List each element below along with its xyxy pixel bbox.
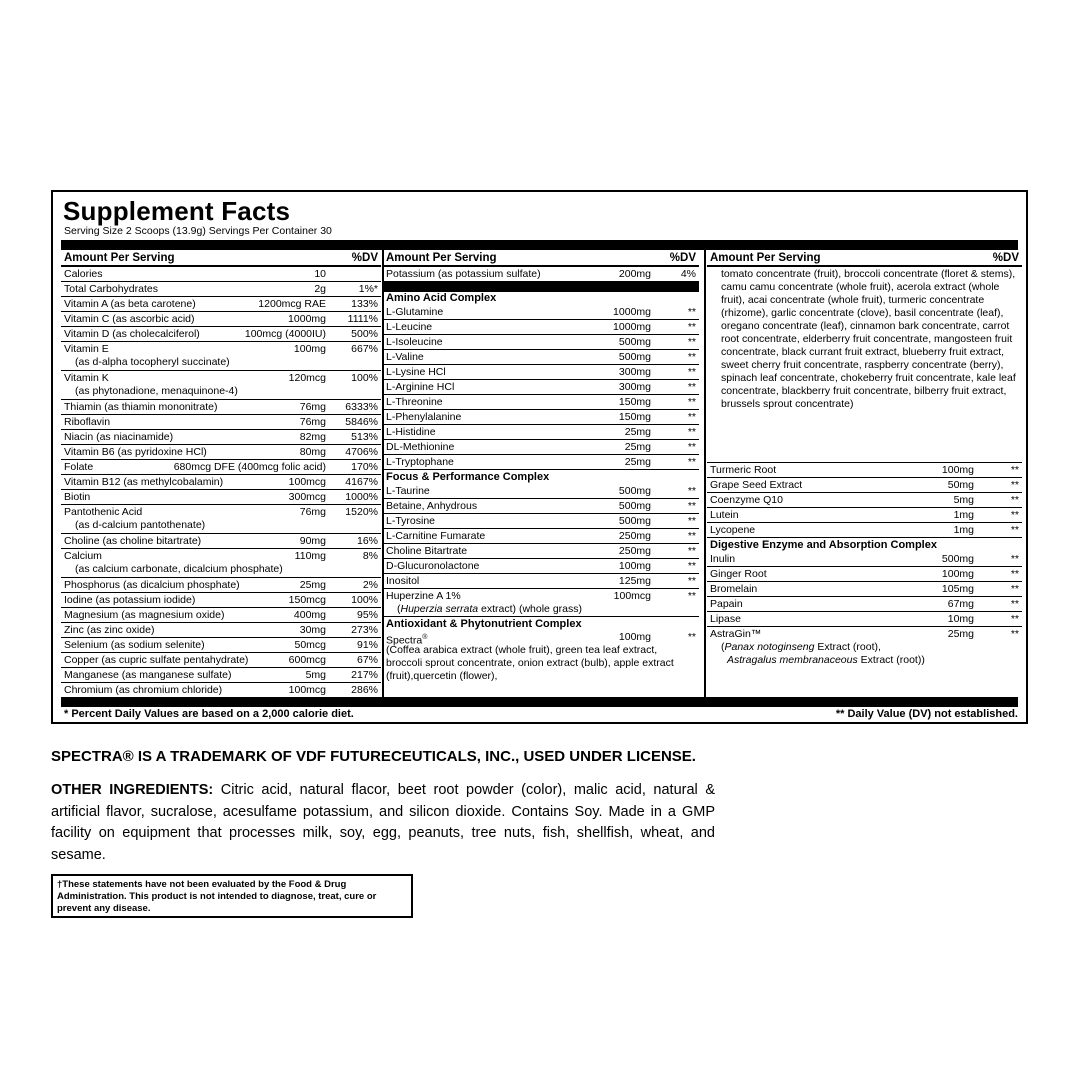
row-dv: ** xyxy=(687,500,696,512)
row-name: Choline Bitartrate xyxy=(386,545,468,557)
row-name: Vitamin E xyxy=(64,343,109,355)
row-amount: 10mg xyxy=(947,613,974,625)
row-amount: 500mg xyxy=(618,500,651,512)
row-name: L-Taurine xyxy=(386,485,430,497)
row-amount: 1200mcg RAE xyxy=(258,298,326,310)
digest-rows xyxy=(707,552,1022,627)
row-name: Vitamin D (as cholecalciferol) xyxy=(64,328,200,340)
row-dv: ** xyxy=(687,575,696,587)
row-amount: 25mg xyxy=(299,579,326,591)
row-name: Calcium xyxy=(64,550,102,562)
table-row xyxy=(383,440,699,455)
row-sub: (as phytonadione, menaquinone-4) xyxy=(75,385,238,397)
column-header xyxy=(707,250,1022,267)
row-amount: 100mcg xyxy=(288,476,326,488)
row-amount: 150mcg xyxy=(288,594,326,606)
section-title: Digestive Enzyme and Absorption Complex xyxy=(710,539,937,551)
row-amount: 1mg xyxy=(953,509,974,521)
table-row xyxy=(61,653,381,668)
row-name: Coenzyme Q10 xyxy=(710,494,783,506)
header-dv: %DV xyxy=(992,252,1019,264)
row-amount: 100mg xyxy=(941,464,974,476)
table-row xyxy=(61,297,381,312)
row-name: Niacin (as niacinamide) xyxy=(64,431,174,443)
row-name: Vitamin B12 (as methylcobalamin) xyxy=(64,476,224,488)
row-dv: 5846% xyxy=(345,416,378,428)
row-dv: ** xyxy=(687,485,696,497)
row-name: Riboflavin xyxy=(64,416,111,428)
row-name: L-Glutamine xyxy=(386,306,444,318)
extract-rows xyxy=(707,463,1022,538)
row-dv: ** xyxy=(687,351,696,363)
section-rule xyxy=(383,282,699,292)
row-amount: 120mcg xyxy=(288,372,326,384)
row-amount: 100mg xyxy=(618,560,651,572)
row-dv: 91% xyxy=(356,639,378,651)
row-dv: ** xyxy=(687,530,696,542)
row-sub: (as d-alpha tocopheryl succinate) xyxy=(75,356,230,368)
row-dv: ** xyxy=(687,411,696,423)
top-rule xyxy=(61,240,1018,250)
table-row xyxy=(61,534,381,549)
row-name: Ginger Root xyxy=(710,568,767,580)
row-name: Inulin xyxy=(710,553,736,565)
row-dv: ** xyxy=(1010,568,1019,580)
row-amount: 250mg xyxy=(618,530,651,542)
table-row xyxy=(61,475,381,490)
supplement-facts-panel xyxy=(51,190,1028,724)
table-row xyxy=(383,499,699,514)
row-name: Pantothenic Acid xyxy=(64,506,143,518)
row-amount: 600mcg xyxy=(288,654,326,666)
table-row xyxy=(383,559,699,574)
focus-rows xyxy=(383,484,699,589)
blend-continued: tomato concentrate (fruit), broccoli concentrate (floret & stems), camu camu concentrate (whole fruit), acerola extract (whole fruit), acai concentrate (whole fruit), turmeric concentrate (rhizome), garlic concentrate (clove), basil concentrate (leaf), oregano concentrate (leaf), cinnamon bark concentrate, carrot root concentrate, elderberry fruit concentrate, mangosteen fruit concentrate, black currant fruit extract, blueberry fruit extract, sweet cherry fruit concentrate, raspberry concentrate (berry), spinach leaf concentrate, chokeberry fruit concentrate, kale leaf concentrate, blackberry fruit concentrate, bilberry fruit extract, brussels sprout concentrate) xyxy=(707,267,1022,463)
row-amount: 25mg xyxy=(624,441,651,453)
table-row xyxy=(61,371,381,400)
table-row xyxy=(61,490,381,505)
row-amount: 67mg xyxy=(947,598,974,610)
row-dv: ** xyxy=(687,381,696,393)
table-row xyxy=(383,395,699,410)
row-dv: 286% xyxy=(351,684,378,696)
row-dv: ** xyxy=(687,426,696,438)
row-name: Lipase xyxy=(710,613,741,625)
row-dv: ** xyxy=(1010,583,1019,595)
row-name: Manganese (as manganese sulfate) xyxy=(64,669,232,681)
table-row xyxy=(61,267,381,282)
row-amount: 76mg xyxy=(299,506,326,518)
table-row xyxy=(707,508,1022,523)
table-row xyxy=(61,683,381,698)
table-row xyxy=(707,582,1022,597)
table-row xyxy=(383,514,699,529)
table-row xyxy=(707,567,1022,582)
header-amount: Amount Per Serving xyxy=(710,252,821,264)
row-amount: 500mg xyxy=(618,351,651,363)
row-amount: 300mcg xyxy=(288,491,326,503)
row-name: Selenium (as sodium selenite) xyxy=(64,639,205,651)
row-name: Lycopene xyxy=(710,524,756,536)
row-amount: 300mg xyxy=(618,366,651,378)
row-amount: 25mg xyxy=(624,456,651,468)
row-name: L-Phenylalanine xyxy=(386,411,462,423)
table-row xyxy=(61,445,381,460)
table-row xyxy=(383,365,699,380)
serving-info: Serving Size 2 Scoops (13.9g) Servings Per Container 30 xyxy=(64,225,332,237)
row-dv: 67% xyxy=(356,654,378,666)
row-name: Vitamin B6 (as pyridoxine HCl) xyxy=(64,446,207,458)
row-amount: 76mg xyxy=(299,401,326,413)
table-row xyxy=(61,460,381,475)
row-dv: 95% xyxy=(356,609,378,621)
row-name: L-Leucine xyxy=(386,321,433,333)
row-name: Calories xyxy=(64,268,103,280)
row-dv: 1%* xyxy=(358,283,378,295)
bottom-rule xyxy=(61,697,1018,707)
header-amount: Amount Per Serving xyxy=(386,252,497,264)
row-name: Phosphorus (as dicalcium phosphate) xyxy=(64,579,240,591)
table-row: AstraGin™ 25mg ** (Panax notoginseng Extract (root), Astragalus membranaceous Extract (root)) xyxy=(710,628,1019,666)
row-name: Vitamin K xyxy=(64,372,109,384)
table-row xyxy=(383,425,699,440)
row-dv: 8% xyxy=(362,550,378,562)
trademark-notice: SPECTRA® IS A TRADEMARK OF VDF FUTURECEUTICALS, INC., USED UNDER LICENSE. xyxy=(51,748,696,765)
row-amount: 150mg xyxy=(618,411,651,423)
row-name: L-Tyrosine xyxy=(386,515,436,527)
section-title: Amino Acid Complex xyxy=(386,292,497,304)
row-amount: 2g xyxy=(314,283,326,295)
table-row xyxy=(383,305,699,320)
row-name: L-Valine xyxy=(386,351,424,363)
row-amount: 105mg xyxy=(941,583,974,595)
row-amount: 300mg xyxy=(618,381,651,393)
table-row xyxy=(61,549,381,578)
table-row: Spectra® 100mg ** xyxy=(386,631,696,647)
table-row xyxy=(61,312,381,327)
table-row xyxy=(707,493,1022,508)
table-row xyxy=(61,400,381,415)
row-amount: 50mg xyxy=(947,479,974,491)
spectra-blend: (Coffea arabica extract (whole fruit), green tea leaf extract, broccoli sprout concentrate, onion extract (bulb), apple extract (fruit),quercetin (flower), xyxy=(386,644,674,682)
section-title: Antioxidant & Phytonutrient Complex xyxy=(386,618,582,630)
row-name: L-Carnitine Fumarate xyxy=(386,530,486,542)
row-dv: 4167% xyxy=(345,476,378,488)
row-dv: ** xyxy=(1010,598,1019,610)
table-row xyxy=(383,484,699,499)
table-row xyxy=(383,335,699,350)
table-row xyxy=(707,552,1022,567)
table-row xyxy=(383,410,699,425)
table-row xyxy=(61,342,381,371)
row-dv: 4706% xyxy=(345,446,378,458)
row-dv: 217% xyxy=(351,669,378,681)
row-dv: ** xyxy=(687,545,696,557)
row-name: Thiamin (as thiamin mononitrate) xyxy=(64,401,218,413)
row-name: Magnesium (as magnesium oxide) xyxy=(64,609,225,621)
row-amount: 10 xyxy=(314,268,326,280)
row-name: Zinc (as zinc oxide) xyxy=(64,624,155,636)
row-amount: 5mg xyxy=(953,494,974,506)
row-amount: 1000mg xyxy=(613,321,651,333)
row-dv: 1520% xyxy=(345,506,378,518)
column-complexes xyxy=(383,250,699,697)
row-dv: 667% xyxy=(351,343,378,355)
row-name: Vitamin C (as ascorbic acid) xyxy=(64,313,195,325)
row-amount: 110mg xyxy=(294,550,326,562)
table-row xyxy=(61,505,381,534)
row-amount: 30mg xyxy=(299,624,326,636)
table-row xyxy=(61,638,381,653)
row-amount: 500mg xyxy=(618,515,651,527)
section-title: Focus & Performance Complex xyxy=(386,471,550,483)
row-dv: 100% xyxy=(351,372,378,384)
row-amount: 500mg xyxy=(618,336,651,348)
table-row xyxy=(61,578,381,593)
panel-title: Supplement Facts xyxy=(63,196,291,226)
row-amount: 400mg xyxy=(293,609,326,621)
table-row xyxy=(61,593,381,608)
row-dv: 1000% xyxy=(345,491,378,503)
table-row xyxy=(61,415,381,430)
vitamin-rows xyxy=(61,267,381,698)
row-amount: 100mcg xyxy=(288,684,326,696)
table-row xyxy=(383,350,699,365)
row-dv: ** xyxy=(687,560,696,572)
row-sub: (as calcium carbonate, dicalcium phosphate) xyxy=(75,563,283,575)
footnote-dv: * Percent Daily Values are based on a 2,000 calorie diet. xyxy=(64,708,354,720)
table-row xyxy=(61,623,381,638)
table-row xyxy=(61,282,381,297)
row-amount: 500mg xyxy=(941,553,974,565)
row-dv: ** xyxy=(687,336,696,348)
row-dv: ** xyxy=(687,441,696,453)
row-dv: ** xyxy=(687,366,696,378)
row-dv: 170% xyxy=(351,461,378,473)
table-row xyxy=(707,597,1022,612)
row-name: Total Carbohydrates xyxy=(64,283,158,295)
row-dv: ** xyxy=(1010,524,1019,536)
column-blends xyxy=(707,250,1022,697)
table-row xyxy=(383,320,699,335)
row-amount: 1mg xyxy=(953,524,974,536)
header-amount: Amount Per Serving xyxy=(64,252,175,264)
row-name: Grape Seed Extract xyxy=(710,479,803,491)
column-header xyxy=(383,250,699,267)
row-name: Chromium (as chromium chloride) xyxy=(64,684,223,696)
row-dv: 133% xyxy=(351,298,378,310)
row-dv: 513% xyxy=(351,431,378,443)
row-dv: ** xyxy=(1010,553,1019,565)
table-row xyxy=(61,327,381,342)
table-row xyxy=(61,668,381,683)
column-vitamins xyxy=(61,250,381,697)
row-dv: ** xyxy=(687,306,696,318)
row-amount: 5mg xyxy=(305,669,326,681)
row-name: Bromelain xyxy=(710,583,758,595)
row-dv: 1111% xyxy=(347,313,378,325)
row-dv: ** xyxy=(1010,613,1019,625)
column-header xyxy=(61,250,381,267)
row-name: L-Isoleucine xyxy=(386,336,443,348)
table-row: Potassium (as potassium sulfate) 200mg 4% xyxy=(383,267,699,282)
row-amount: 90mg xyxy=(299,535,326,547)
row-name: Lutein xyxy=(710,509,739,521)
row-amount: 76mg xyxy=(299,416,326,428)
row-amount: 50mcg xyxy=(294,639,326,651)
row-dv: 100% xyxy=(351,594,378,606)
header-dv: %DV xyxy=(351,252,378,264)
row-dv: 2% xyxy=(362,579,378,591)
fda-disclaimer: †These statements have not been evaluated by the Food & Drug Administration. This product is not intended to diagnose, treat, cure or prevent any disease. xyxy=(51,874,413,918)
row-name: Copper (as cupric sulfate pentahydrate) xyxy=(64,654,249,666)
row-amount: 80mg xyxy=(299,446,326,458)
row-amount: 25mg xyxy=(624,426,651,438)
row-amount: 100mg xyxy=(941,568,974,580)
row-name: L-Histidine xyxy=(386,426,436,438)
row-name: Biotin xyxy=(64,491,91,503)
table-row: Huperzine A 1% 100mcg ** (Huperzia serrata extract) (whole grass) xyxy=(383,589,699,617)
row-dv: ** xyxy=(1010,494,1019,506)
row-name: Inositol xyxy=(386,575,420,587)
row-dv: 16% xyxy=(356,535,378,547)
row-name: Papain xyxy=(710,598,743,610)
row-dv: ** xyxy=(687,396,696,408)
row-amount: 500mg xyxy=(618,485,651,497)
row-dv: ** xyxy=(1010,479,1019,491)
row-dv: ** xyxy=(1010,509,1019,521)
row-dv: 6333% xyxy=(345,401,378,413)
row-amount: 1000mg xyxy=(288,313,326,325)
row-dv: ** xyxy=(1010,464,1019,476)
row-name: Turmeric Root xyxy=(710,464,777,476)
row-name: L-Tryptophane xyxy=(386,456,454,468)
row-dv: ** xyxy=(687,515,696,527)
table-row xyxy=(61,608,381,623)
row-dv: ** xyxy=(687,456,696,468)
row-amount: 1000mg xyxy=(613,306,651,318)
row-name: L-Threonine xyxy=(386,396,443,408)
row-name: Vitamin A (as beta carotene) xyxy=(64,298,196,310)
footnote-not-established: ** Daily Value (DV) not established. xyxy=(835,708,1018,720)
row-amount: 100mcg (4000IU) xyxy=(244,328,326,340)
row-name: Iodine (as potassium iodide) xyxy=(64,594,196,606)
amino-rows xyxy=(383,305,699,470)
column-divider xyxy=(704,250,706,697)
row-name: DL-Methionine xyxy=(386,441,455,453)
table-row xyxy=(383,455,699,470)
row-amount: 250mg xyxy=(618,545,651,557)
row-name: L-Arginine HCl xyxy=(386,381,455,393)
table-row xyxy=(383,544,699,559)
row-name: Betaine, Anhydrous xyxy=(386,500,478,512)
row-amount: 82mg xyxy=(299,431,326,443)
table-row xyxy=(61,430,381,445)
row-amount: 125mg xyxy=(618,575,651,587)
table-row xyxy=(707,478,1022,493)
header-dv: %DV xyxy=(669,252,696,264)
table-row xyxy=(383,529,699,544)
table-row xyxy=(707,463,1022,478)
table-row xyxy=(383,380,699,395)
row-name: D-Glucuronolactone xyxy=(386,560,480,572)
row-amount: 680mcg DFE (400mcg folic acid) xyxy=(173,461,326,473)
row-dv: 273% xyxy=(351,624,378,636)
table-row xyxy=(707,523,1022,538)
row-name: L-Lysine HCl xyxy=(386,366,446,378)
row-name: Folate xyxy=(64,461,94,473)
row-amount: 150mg xyxy=(618,396,651,408)
row-dv: ** xyxy=(687,321,696,333)
table-row xyxy=(707,612,1022,627)
row-amount: 100mg xyxy=(293,343,326,355)
row-dv: 500% xyxy=(351,328,378,340)
other-ingredients: OTHER INGREDIENTS: Citric acid, natural flacor, beet root powder (color), malic acid, natural & artificial flavor, sucralose, acesulfame potassium, and silicon dioxide. Contains Soy. Made in a GMP facility on equipment that processes milk, soy, egg, peanuts, tree nuts, fish, shellfish, wheat, and sesame. xyxy=(51,782,715,863)
row-name: Choline (as choline bitartrate) xyxy=(64,535,202,547)
row-sub: (as d-calcium pantothenate) xyxy=(75,519,206,531)
table-row xyxy=(383,574,699,589)
